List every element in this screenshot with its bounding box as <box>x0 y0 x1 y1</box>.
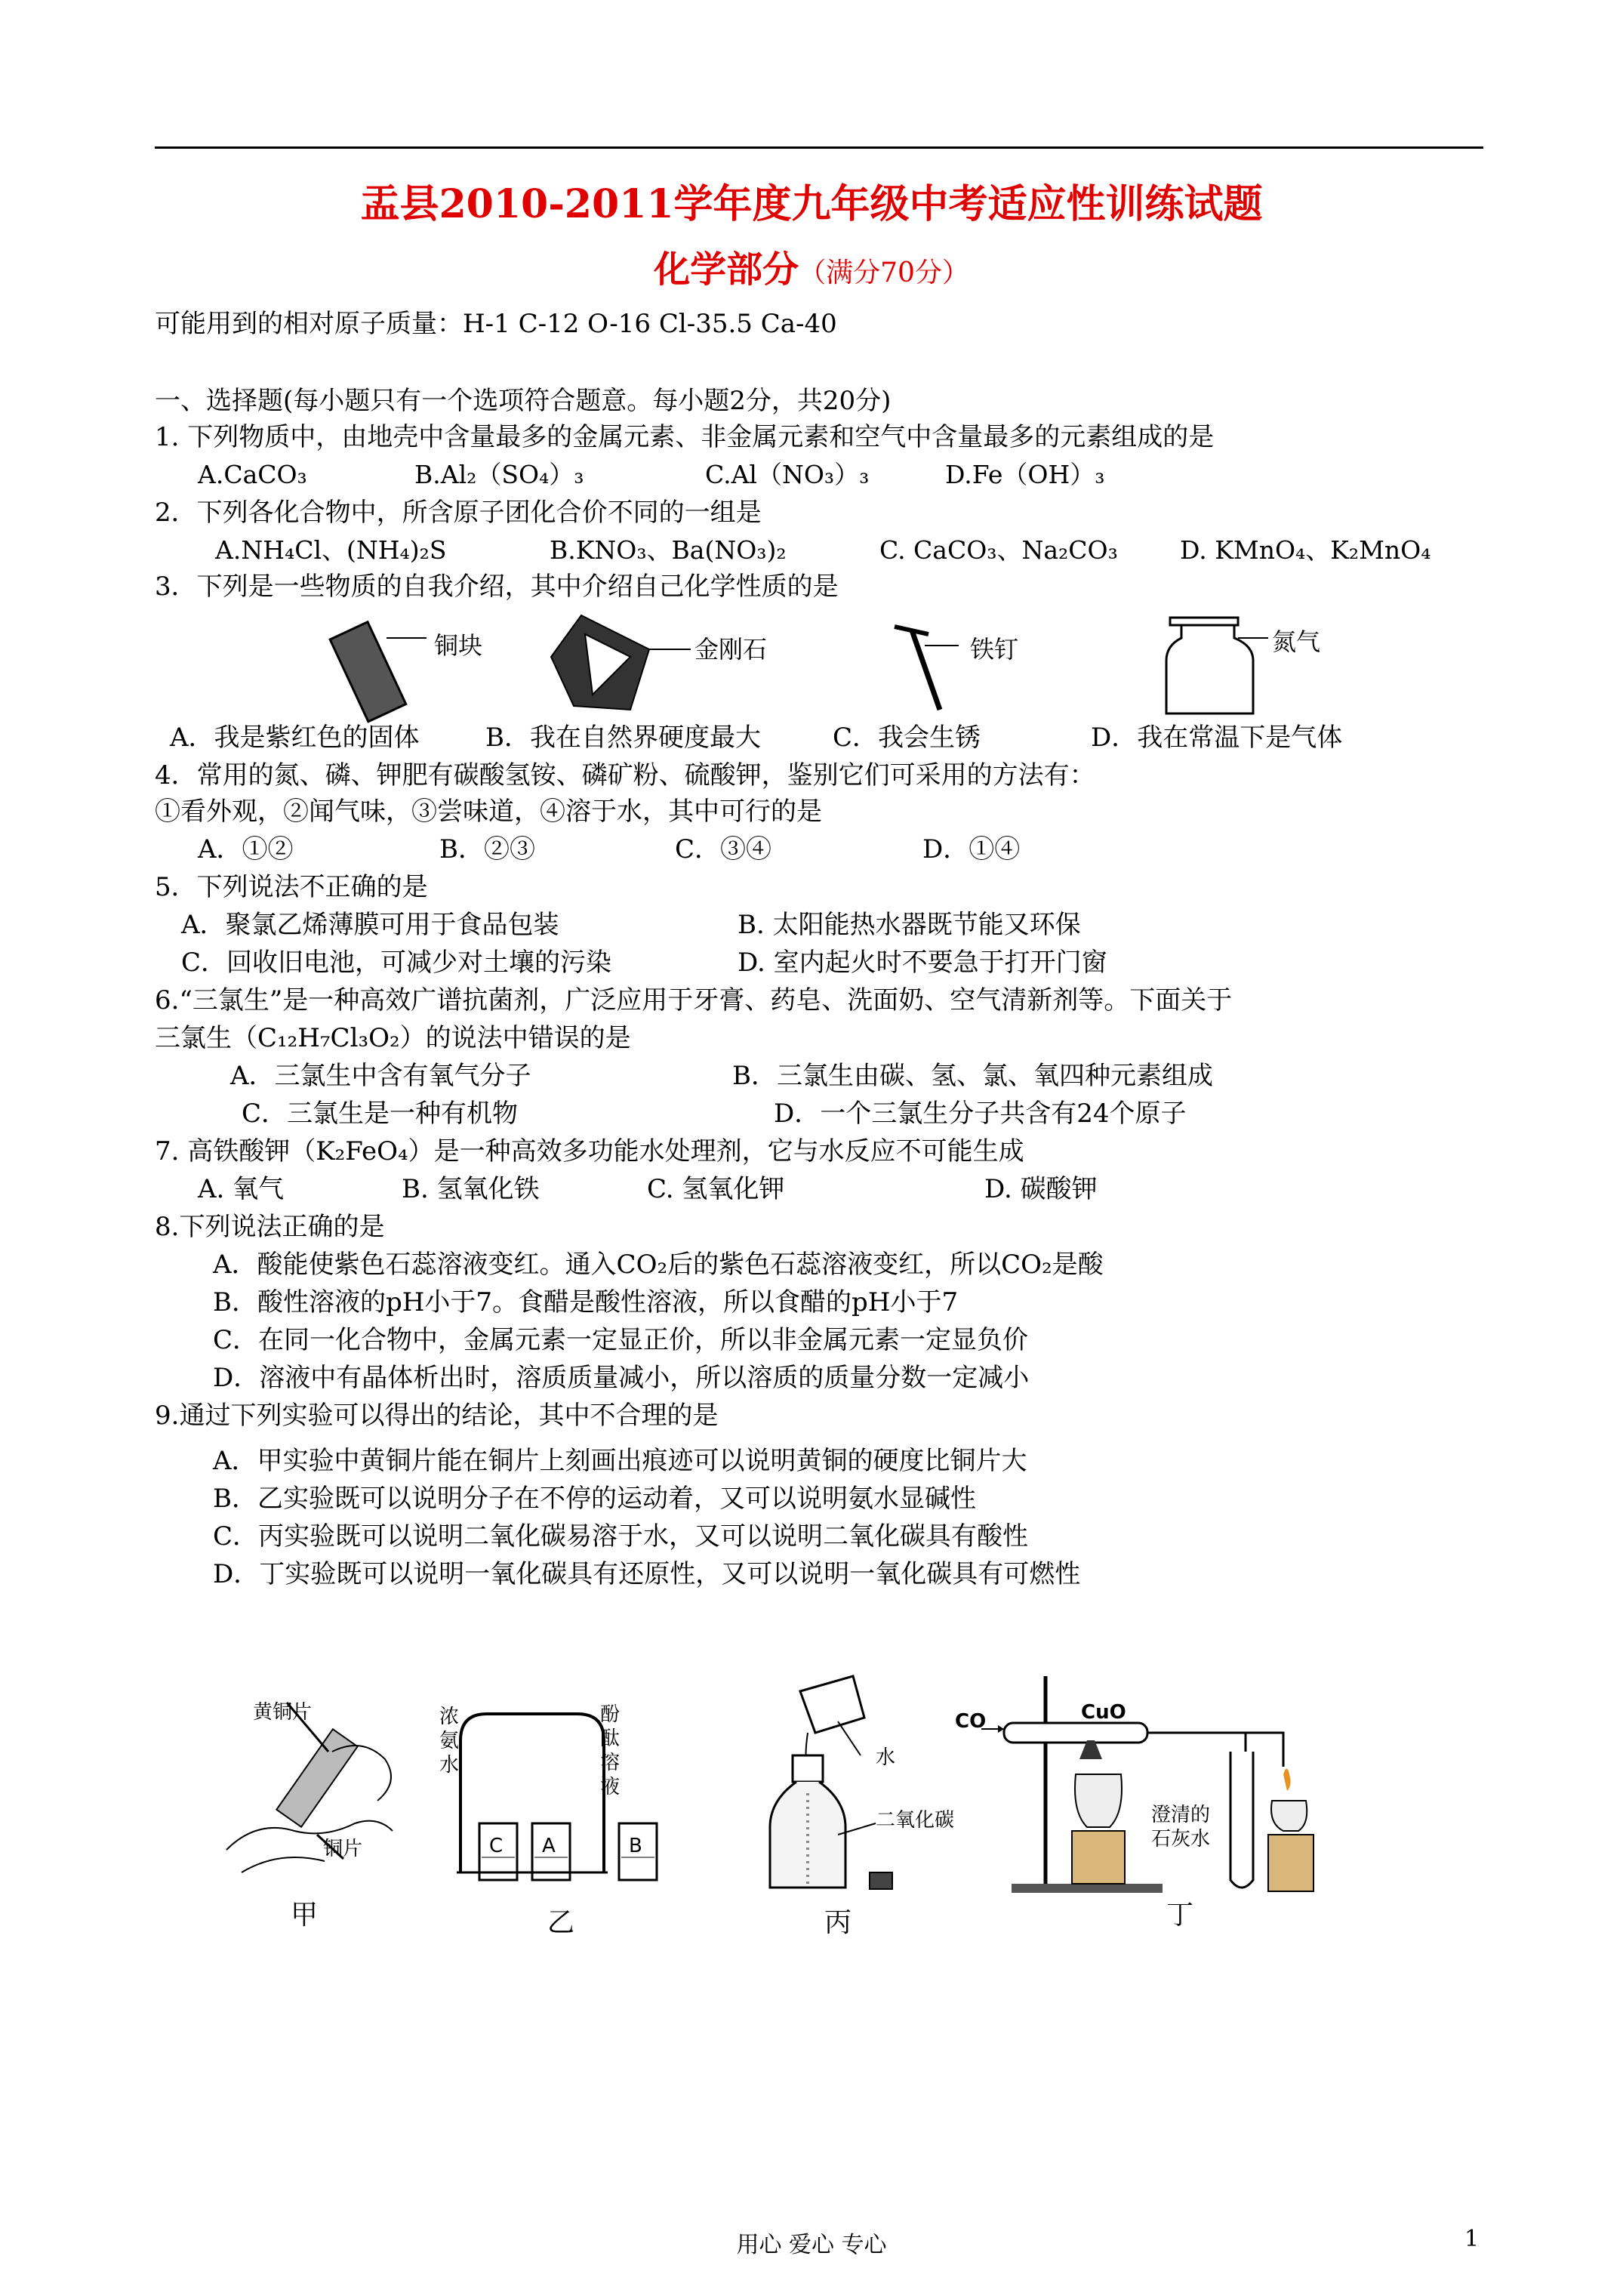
figure-jia-drawing <box>226 1703 393 1872</box>
q9-option-a: A．甲实验中黄铜片能在铜片上刻画出痕迹可以说明黄铜的硬度比铜片大 <box>213 1446 1027 1476</box>
section-heading: 一、选择题(每小题只有一个选项符合题意。每小题2分，共20分) <box>155 386 892 416</box>
jia-label-brass: 黄铜片 <box>253 1701 313 1724</box>
q5-option-d: D. 室内起火时不要急于打开门窗 <box>738 948 1107 978</box>
q3-option-c: C．我会生锈 <box>833 723 981 753</box>
q8-stem: 8.下列说法正确的是 <box>155 1212 385 1242</box>
yi-label-ammonia: 浓氨水 <box>439 1706 460 1777</box>
q1-option-b: B.Al₂（SO₄）₃ <box>414 460 584 489</box>
q6-stem-2: 三氯生（C₁₂H₇Cl₃O₂）的说法中错误的是 <box>155 1023 631 1053</box>
q4-stem: 4．常用的氮、磷、钾肥有碳酸氢铵、磷矿粉、硫酸钾，鉴别它们可采用的方法有： <box>155 760 1095 791</box>
q4-option-b: B．②③ <box>439 834 535 864</box>
full-score-note: （满分70分） <box>799 257 969 288</box>
label-copper-block: 铜块 <box>434 631 483 660</box>
caption-bing: 丙 <box>824 1907 852 1938</box>
figure-bing-drawing <box>770 1676 892 1889</box>
q2-option-b: B.KNO₃、Ba(NO₃)₂ <box>550 535 787 565</box>
figure-ding-drawing <box>981 1676 1313 1893</box>
q3-option-d: D．我在常温下是气体 <box>1091 723 1343 753</box>
ding-label-limewater: 澄清的石灰水 <box>1151 1804 1211 1851</box>
q8-option-c: C．在同一化合物中，金属元素一定显正价，所以非金属元素一定显负价 <box>213 1325 1029 1355</box>
q7-option-a: A. 氧气 <box>198 1174 285 1204</box>
q6-option-b: B．三氯生由碳、氢、氯、氧四种元素组成 <box>732 1061 1213 1091</box>
label-nitrogen: 氮气 <box>1272 627 1321 656</box>
q4-stem-2: ①看外观，②闻气味，③尝味道，④溶于水，其中可行的是 <box>155 797 822 827</box>
q7-option-d: D. 碳酸钾 <box>984 1174 1098 1204</box>
q9-stem: 9.通过下列实验可以得出的结论，其中不合理的是 <box>155 1401 719 1431</box>
bing-label-water: 水 <box>876 1746 896 1769</box>
q2-option-c: C. CaCO₃、Na₂CO₃ <box>879 535 1118 565</box>
q2-option-d: D. KMnO₄、K₂MnO₄ <box>1180 535 1431 565</box>
q7-option-c: C. 氢氧化钾 <box>647 1174 785 1204</box>
q9-option-b: B．乙实验既可以说明分子在不停的运动着，又可以说明氨水显碱性 <box>213 1484 976 1514</box>
q6-option-a: A．三氯生中含有氧气分子 <box>230 1061 531 1091</box>
q3-substance-images <box>332 604 1389 725</box>
yi-beaker-a: A <box>542 1835 556 1857</box>
jia-label-copper: 铜片 <box>323 1838 363 1860</box>
caption-ding: 丁 <box>1166 1900 1194 1931</box>
figure-yi-drawing <box>457 1714 657 1880</box>
q2-option-a: A.NH₄Cl、(NH₄)₂S <box>215 535 447 565</box>
caption-yi: 乙 <box>547 1907 575 1938</box>
yi-beaker-c: C <box>489 1835 504 1857</box>
q1-option-a: A.CaCO₃ <box>198 460 307 489</box>
q6-stem: 6.“三氯生”是一种高效广谱抗菌剂，广泛应用于牙膏、药皂、洗面奶、空气清新剂等。下面关于 <box>155 985 1233 1015</box>
exam-subtitle <box>0 240 1623 292</box>
q5-option-b: B. 太阳能热水器既节能又环保 <box>738 910 1081 940</box>
q9-option-c: C．丙实验既可以说明二氧化碳易溶于水，又可以说明二氧化碳具有酸性 <box>213 1521 1029 1552</box>
q3-option-b: B．我在自然界硬度最大 <box>485 723 761 753</box>
label-iron-nail: 铁钉 <box>970 635 1019 664</box>
q9-option-d: D．丁实验既可以说明一氧化碳具有还原性，又可以说明一氧化碳具有可燃性 <box>213 1559 1081 1589</box>
q3-stem: 3．下列是一些物质的自我介绍，其中介绍自己化学性质的是 <box>155 572 839 602</box>
q9-experiment-figures <box>211 1661 1344 1910</box>
ding-label-co: CO <box>955 1710 987 1733</box>
q7-stem: 7. 高铁酸钾（K₂FeO₄）是一种高效多功能水处理剂，它与水反应不可能生成 <box>155 1136 1024 1166</box>
q4-option-d: D．①④ <box>922 834 1021 864</box>
page-number: 1 <box>1464 2226 1480 2252</box>
q1-option-c: C.Al（NO₃）₃ <box>705 460 870 489</box>
q6-option-d: D．一个三氯生分子共含有24个原子 <box>774 1099 1187 1129</box>
q6-option-c: C．三氯生是一种有机物 <box>242 1099 519 1129</box>
header-rule <box>155 146 1483 149</box>
q4-option-a: A．①② <box>198 834 294 864</box>
q2-stem: 2．下列各化合物中，所含原子团化合价不同的一组是 <box>155 498 762 528</box>
q1-stem: 1. 下列物质中，由地壳中含量最多的金属元素、非金属元素和空气中含量最多的元素组成的是 <box>155 422 1215 452</box>
copper-block-image <box>330 622 427 722</box>
footer-motto: 用心 爱心 专心 <box>736 2232 887 2258</box>
q1-option-d: D.Fe（OH）₃ <box>945 460 1105 489</box>
q8-option-a: A．酸能使紫色石蕊溶液变红。通入CO₂后的紫色石蕊溶液变红，所以CO₂是酸 <box>213 1250 1104 1280</box>
gas-jar-image <box>1166 618 1268 713</box>
subject-label: 化学部分 <box>654 248 799 291</box>
q5-option-c: C．回收旧电池，可减少对土壤的污染 <box>181 948 612 978</box>
iron-nail-image <box>895 627 959 710</box>
q5-stem: 5．下列说法不正确的是 <box>155 872 428 902</box>
q7-option-b: B. 氢氧化铁 <box>402 1174 540 1204</box>
q5-option-a: A．聚氯乙烯薄膜可用于食品包装 <box>181 910 559 940</box>
bing-label-co2: 二氧化碳 <box>876 1809 955 1832</box>
diamond-image <box>551 615 691 710</box>
exam-title: 盂县2010-2011学年度九年级中考适应性训练试题 <box>360 181 1263 227</box>
label-diamond: 金刚石 <box>694 635 768 664</box>
q8-option-b: B．酸性溶液的pH小于7。食醋是酸性溶液，所以食醋的pH小于7 <box>213 1287 959 1318</box>
q8-option-d: D．溶液中有晶体析出时，溶质质量减小，所以溶质的质量分数一定减小 <box>213 1363 1030 1393</box>
yi-beaker-b: B <box>629 1835 642 1857</box>
yi-label-phenolphthalein: 酚酞溶液 <box>600 1703 621 1798</box>
atomic-masses: 可能用到的相对原子质量：H-1 C-12 O-16 Cl-35.5 Ca-40 <box>155 309 837 339</box>
q3-option-a: A．我是紫红色的固体 <box>170 723 420 753</box>
q4-option-c: C．③④ <box>675 834 772 864</box>
caption-jia: 甲 <box>291 1900 319 1931</box>
ding-label-cuo: CuO <box>1081 1701 1126 1724</box>
